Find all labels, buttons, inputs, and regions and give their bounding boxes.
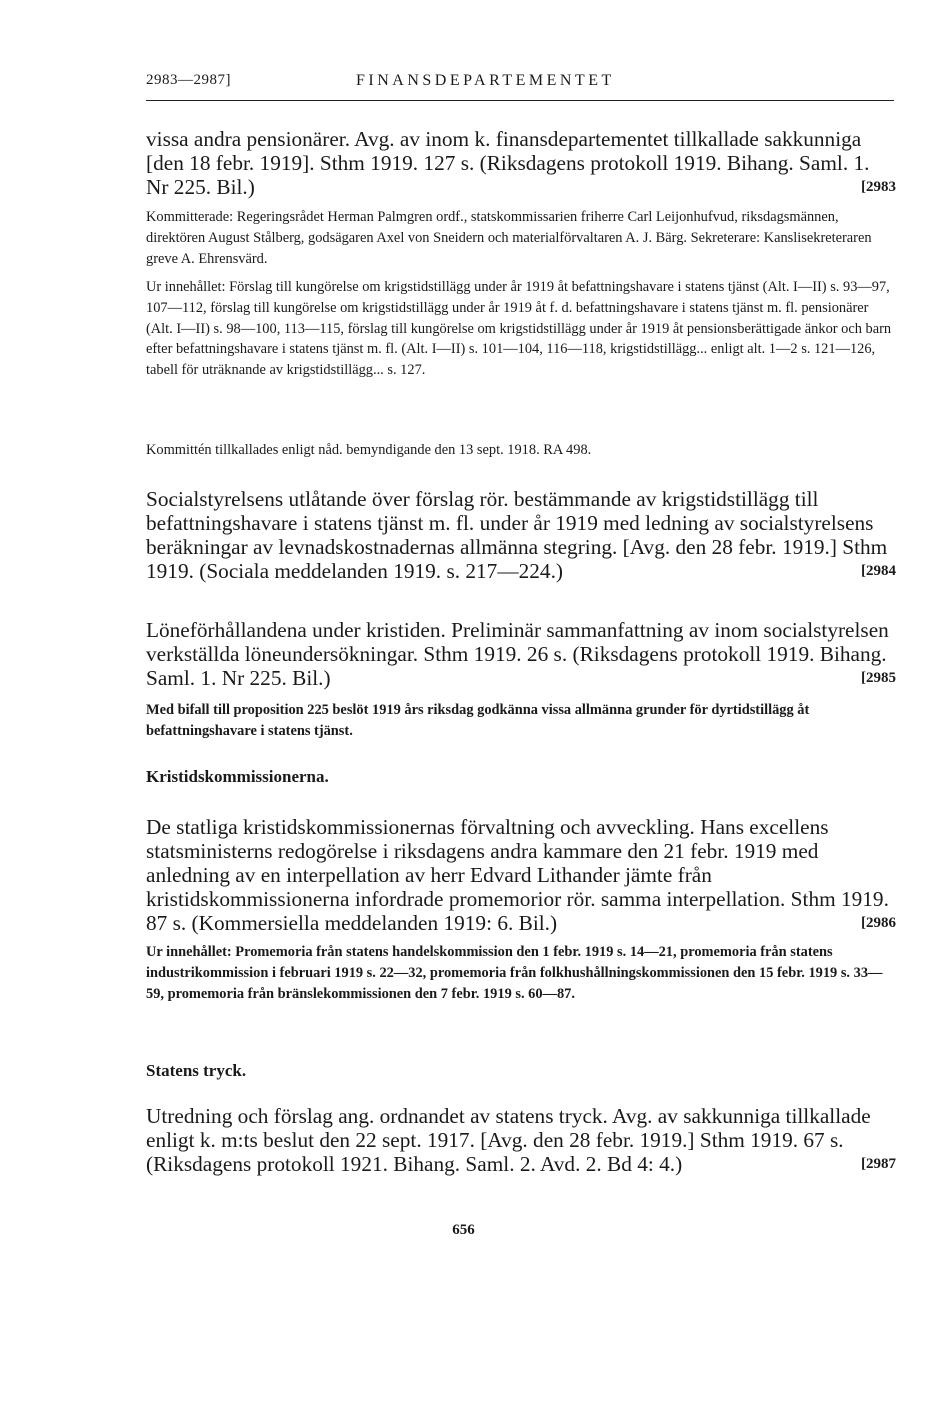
entry-2983-title: vissa andra pensionärer. Avg. av inom k. finansdepartementet tillkallade sakkunniga [den 18 febr. 1919]. Sthm 1919. 127 s. (Riksdagens protokoll 1919. Bihang. Saml. 1. Nr 225. Bil.)	[146, 127, 870, 199]
entry-2986-ref: [2986	[861, 915, 896, 931]
section-heading-kristidskommissionerna: Kristidskommissionerna.	[146, 767, 329, 786]
entry-2983-contents: Ur innehållet: Förslag till kungörelse om krigstidstillägg under år 1919 åt befattningshavare i statens tjänst (Alt. I—II) s. 93—97, 107—112, förslag till kungörelse om krigstidstillägg under år 1919 åt f. d. befattningshavare i statens tjänst m. fl. pensionärer (Alt. I—II) s. 98—100, 113—115, förslag till kungörelse om krigstidstillägg under år 1919 åt pensionsberättigade änkor och barn efter befattningshavare i statens tjänst m. fl. (Alt. I—II) s. 101—104, 116—118, krigstidstillägg... enligt alt. 1—2 s. 121—126, tabell för uträknande av krigstidstillägg... s. 127.	[146, 279, 892, 379]
entry-2987-title-block	[146, 1104, 896, 1176]
section-heading-statens-tryck: Statens tryck.	[146, 1061, 247, 1080]
entry-2986-title-block	[146, 815, 896, 935]
entry-2984-title-block	[146, 487, 896, 583]
page-number: 656	[452, 1222, 475, 1238]
entry-2987-title: Utredning och förslag ang. ordnandet av statens tryck. Avg. av sakkunniga tillkallade enligt k. m:ts beslut den 22 sept. 1917. [Avg. den 28 febr. 1919.] Sthm 1919. 67 s. (Riksdagens protokoll 1921. Bihang. Saml. 2. Avd. 2. Bd 4: 4.)	[146, 1104, 871, 1176]
entry-2983-committee: Kommitterade: Regeringsrådet Herman Palmgren ordf., statskommissarien friherre Carl Leijonhufvud, riksdagsmännen, direktören August Stålberg, godsägaren Axel von Sneidern och materialförvaltaren A. J. Bärg. Sekreterare: Kanslisekreteraren greve A. Ehrensvärd.	[146, 209, 872, 267]
department-title: FINANSDEPARTEMENTET	[356, 72, 615, 89]
entry-2983-ref: [2983	[861, 179, 896, 195]
entry-2985-title: Löneförhållandena under kristiden. Preliminär sammanfattning av inom socialstyrelsen verkställda löneundersökningar. Sthm 1919. 26 s. (Riksdagens protokoll 1919. Bihang. Saml. 1. Nr 225. Bil.)	[146, 618, 889, 690]
entry-2986-title: De statliga kristidskommissionernas förvaltning och avveckling. Hans excellens statsministerns redogörelse i riksdagens andra kammare den 21 febr. 1919 med anledning av en interpellation av herr Edvard Lithander jämte från kristidskommissionerna infordrade promemorior rör. samma interpellation. Sthm 1919. 87 s. (Kommersiella meddelanden 1919: 6. Bil.)	[146, 815, 889, 935]
running-header	[146, 70, 894, 101]
entry-2983-note: Kommittén tillkallades enligt nåd. bemyndigande den 13 sept. 1918. RA 498.	[146, 442, 592, 458]
entry-2984-title: Socialstyrelsens utlåtande över förslag rör. bestämmande av krigstidstillägg till befattningshavare i statens tjänst m. fl. under år 1919 med ledning av socialstyrelsens beräkningar av levnadskostnadernas allmänna stegring. [Avg. den 28 febr. 1919.] Sthm 1919. (Sociala meddelanden 1919. s. 217—224.)	[146, 487, 888, 583]
entry-2987-ref: [2987	[861, 1156, 896, 1172]
entry-range: 2983—2987]	[146, 72, 231, 88]
entry-2983-title-block	[146, 127, 896, 199]
entry-2986-contents: Ur innehållet: Promemoria från statens handelskommission den 1 febr. 1919 s. 14—21, promemoria från statens industrikommission i februari 1919 s. 22—32, promemoria från folkhushållningskommissionen den 15 febr. 1919 s. 33—59, promemoria från bränslekommissionen den 7 febr. 1919 s. 60—87.	[146, 944, 883, 1002]
entry-2985-title-block	[146, 618, 896, 690]
entry-2985-ref: [2985	[861, 670, 896, 686]
entry-2985-note: Med bifall till proposition 225 beslöt 1919 års riksdag godkänna vissa allmänna grunder för dyrtidstillägg åt befattningshavare i statens tjänst.	[146, 702, 810, 739]
entry-2984-ref: [2984	[861, 563, 896, 579]
